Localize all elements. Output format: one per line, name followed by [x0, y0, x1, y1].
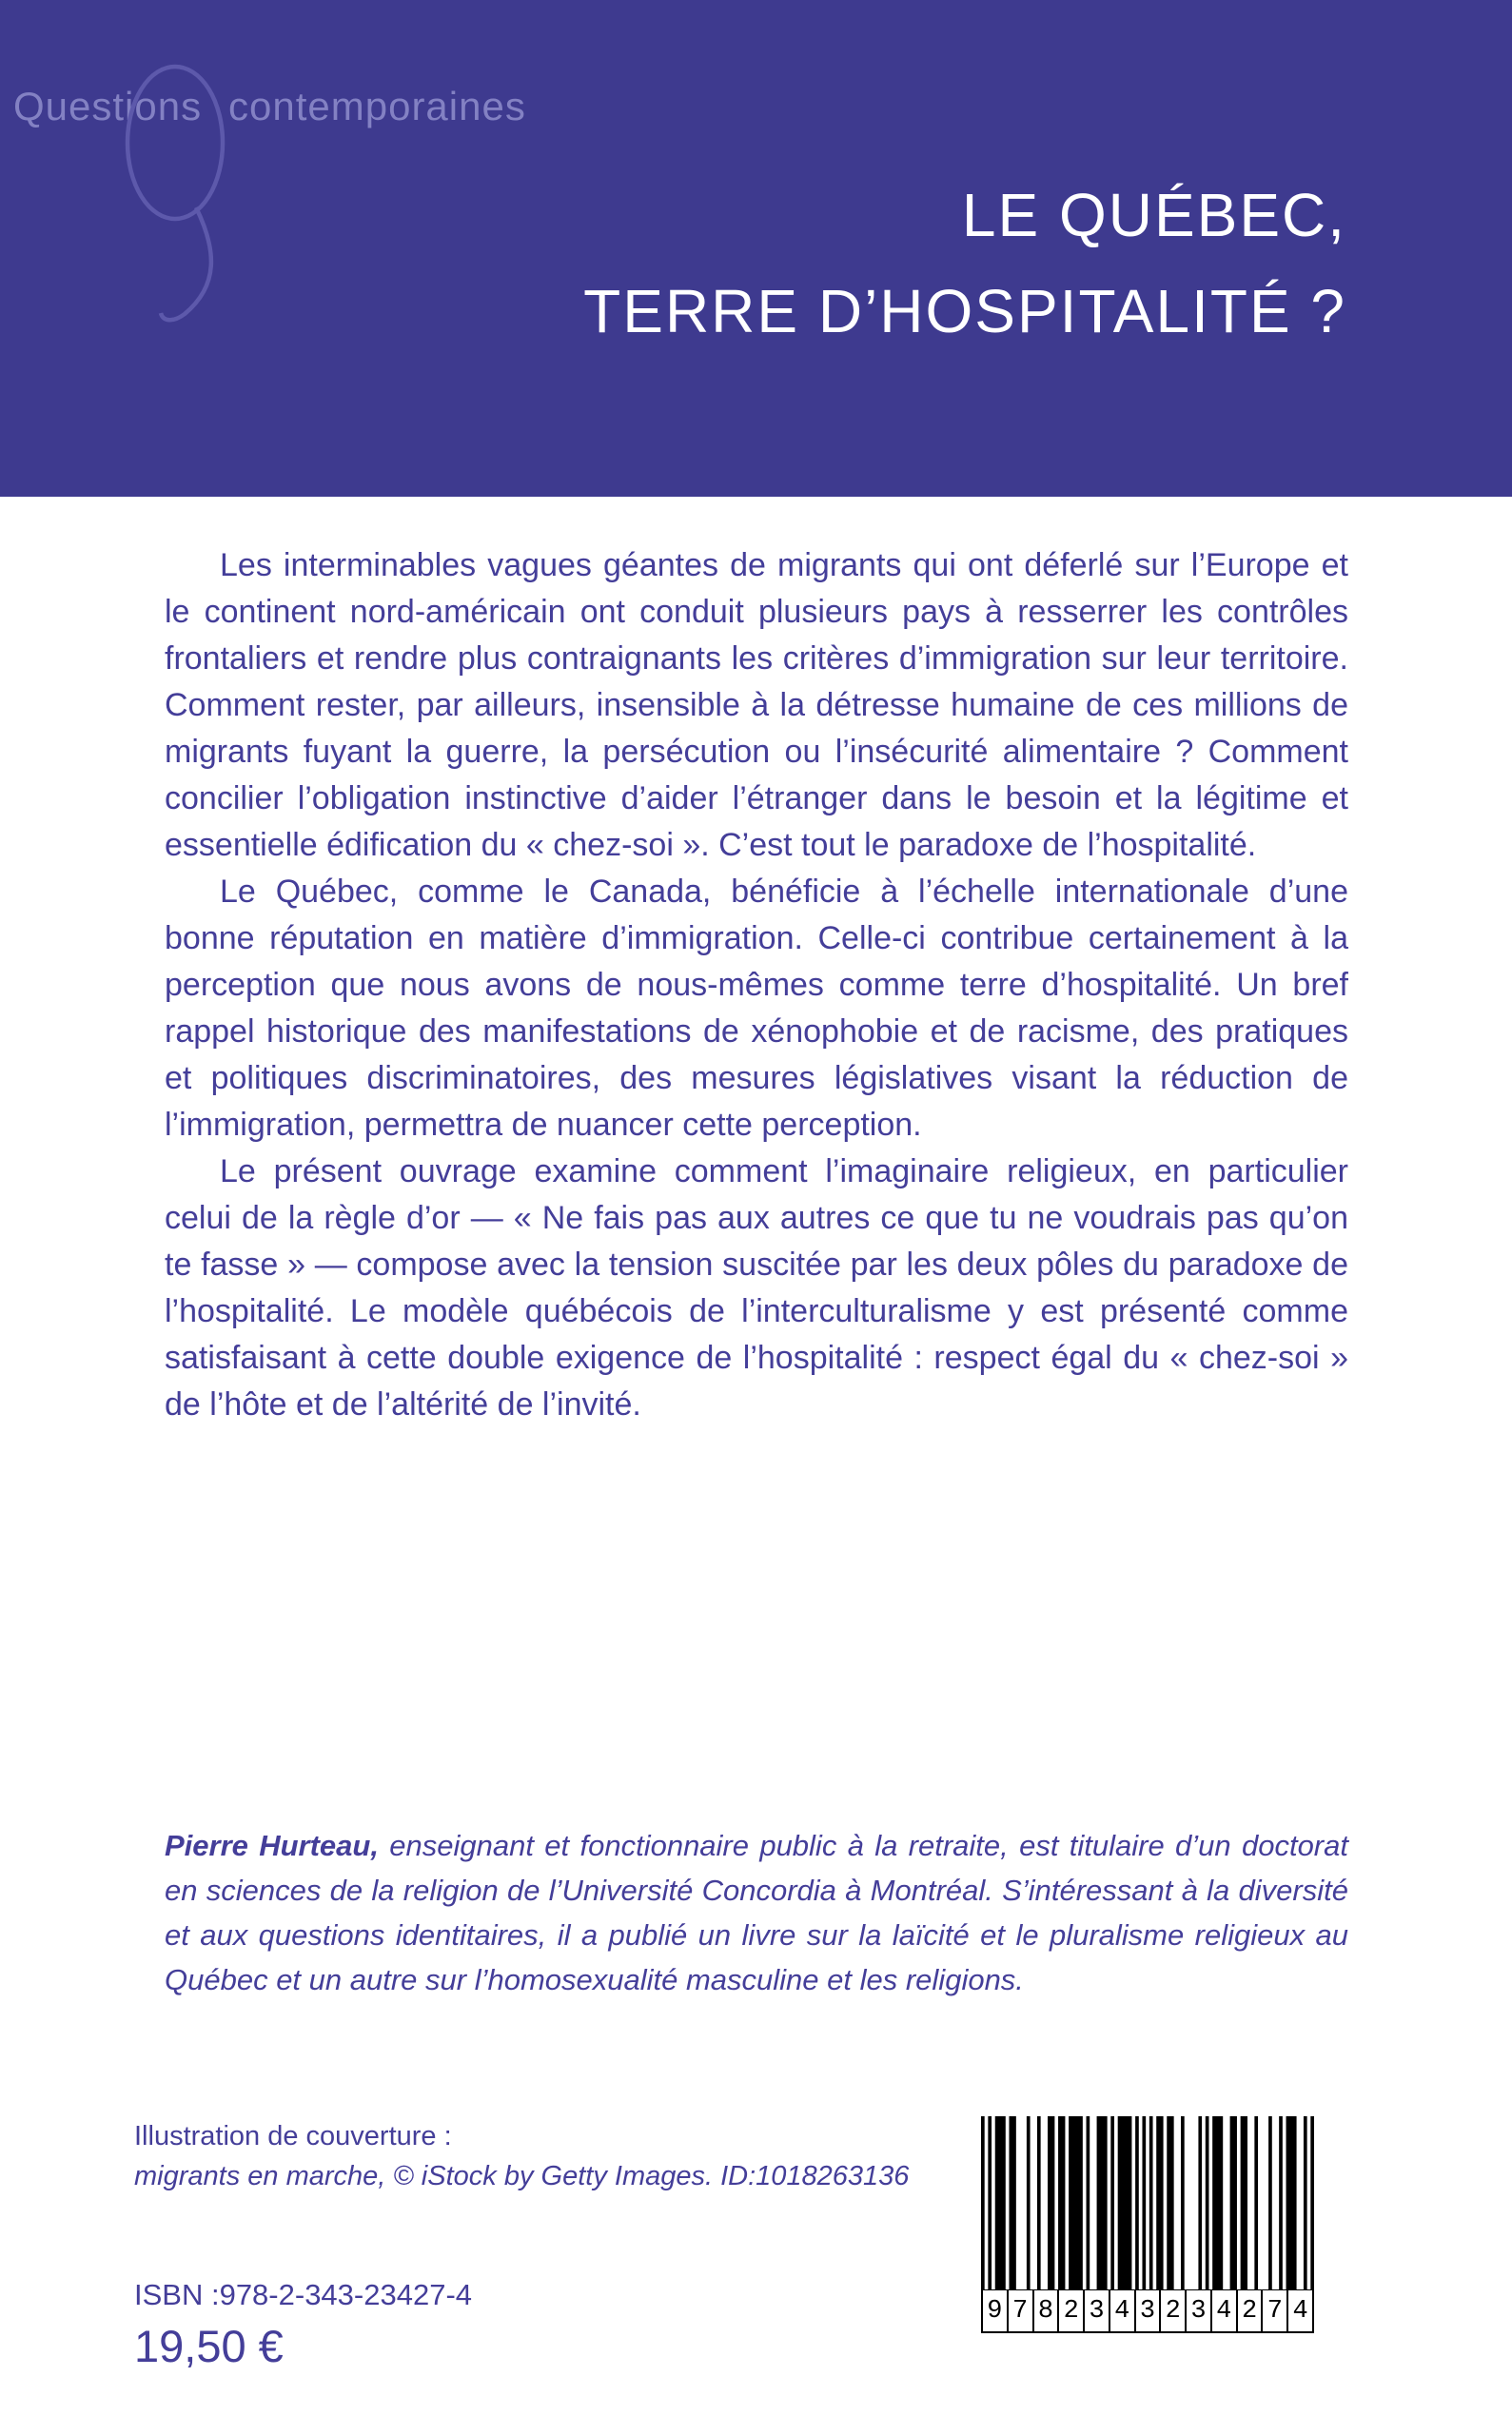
barcode-digit: 3 [1185, 2290, 1210, 2331]
barcode-digit: 3 [1134, 2290, 1160, 2331]
credit-detail: migrants en marche, © iStock by Getty Images. ID:1018263136 [134, 2161, 910, 2191]
collection-name-left: Questions [13, 84, 203, 128]
barcode-digit: 3 [1083, 2290, 1109, 2331]
barcode-digit: 8 [1032, 2290, 1058, 2331]
synopsis-paragraph: Les interminables vagues géantes de migrants qui ont déferlé sur l’Europe et le continent nord-américain ont conduit plusieurs pays à resserrer les contrôles frontaliers et rendre plus contraignants les critères d’immigration sur leur territoire. Comment rester, par ailleurs, insensible à la détresse humaine de ces millions de migrants fuyant la guerre, la persécution ou l’insécurité alimentaire ? Comment concilier l’obligation instinctive d’aider l’étranger dans le besoin et la légitime et essentielle édification du « chez-soi ». C’est tout le paradoxe de l’hospitalité. [165, 547, 1348, 863]
collection-name-right: contemporaines [228, 84, 526, 128]
cover-credit [134, 2116, 909, 2196]
barcode-digit: 2 [1236, 2290, 1262, 2331]
barcode-digit: 4 [1109, 2290, 1134, 2331]
q-logo-icon [122, 55, 234, 333]
barcode-digit: 9 [987, 2296, 1003, 2326]
author-name: Pierre Hurteau, [165, 1829, 379, 1862]
barcode-digit: 7 [1007, 2290, 1032, 2331]
barcode-digit: 4 [1286, 2290, 1312, 2331]
barcode-digits [981, 2289, 1314, 2333]
barcode [981, 2116, 1314, 2333]
barcode-digit: 2 [1057, 2290, 1083, 2331]
barcode-bars [981, 2116, 1314, 2289]
book-title [583, 167, 1346, 360]
barcode-digit: 4 [1210, 2290, 1236, 2331]
synopsis [165, 542, 1348, 1428]
barcode-digit: 7 [1261, 2290, 1286, 2331]
header-band [0, 0, 1512, 497]
synopsis-paragraph: Le Québec, comme le Canada, bénéficie à l’échelle internationale d’une bonne réputation en matière d’immigration. Celle-ci contribue certainement à la perception que nous avons de nous-mêmes comme terre d’hospitalité. Un bref rappel historique des manifestations de xénophobie et de racisme, des pratiques et politiques discriminatoires, des mesures législatives visant la réduction de l’immigration, permettra de nuancer cette perception. [165, 874, 1348, 1143]
author-bio [165, 1823, 1348, 2002]
bio-text: enseignant et fonctionnaire public à la retraite, est titulaire d’un doctorat en sciences de la religion de l’Université Concordia à Montréal. S’intéressant à la diversité et aux questions identitaires, il a publié un livre sur la laïcité et le pluralisme religieux au Québec et un autre sur l’homosexualité masculine et les religions. [165, 1829, 1348, 1996]
isbn: ISBN :978-2-343-23427-4 [134, 2278, 473, 2311]
synopsis-paragraph: Le présent ouvrage examine comment l’imaginaire religieux, en particulier celui de la règle d’or — « Ne fais pas aux autres ce que tu ne voudrais pas qu’on te fasse » — compose avec la tension suscitée par les deux pôles du paradoxe de l’hospitalité. Le modèle québécois de l’interculturalisme y est présenté comme satisfaisant à cette double exigence de l’hospitalité : respect égal du « chez-soi » de l’hôte et de l’altérité de l’invité. [165, 1153, 1348, 1423]
barcode-digit: 2 [1159, 2290, 1185, 2331]
title-line-2: TERRE D’HOSPITALITÉ ? [583, 277, 1346, 345]
credit-label: Illustration de couverture : [134, 2121, 452, 2151]
title-line-1: LE QUÉBEC, [961, 181, 1346, 249]
price: 19,50 € [134, 2321, 284, 2371]
